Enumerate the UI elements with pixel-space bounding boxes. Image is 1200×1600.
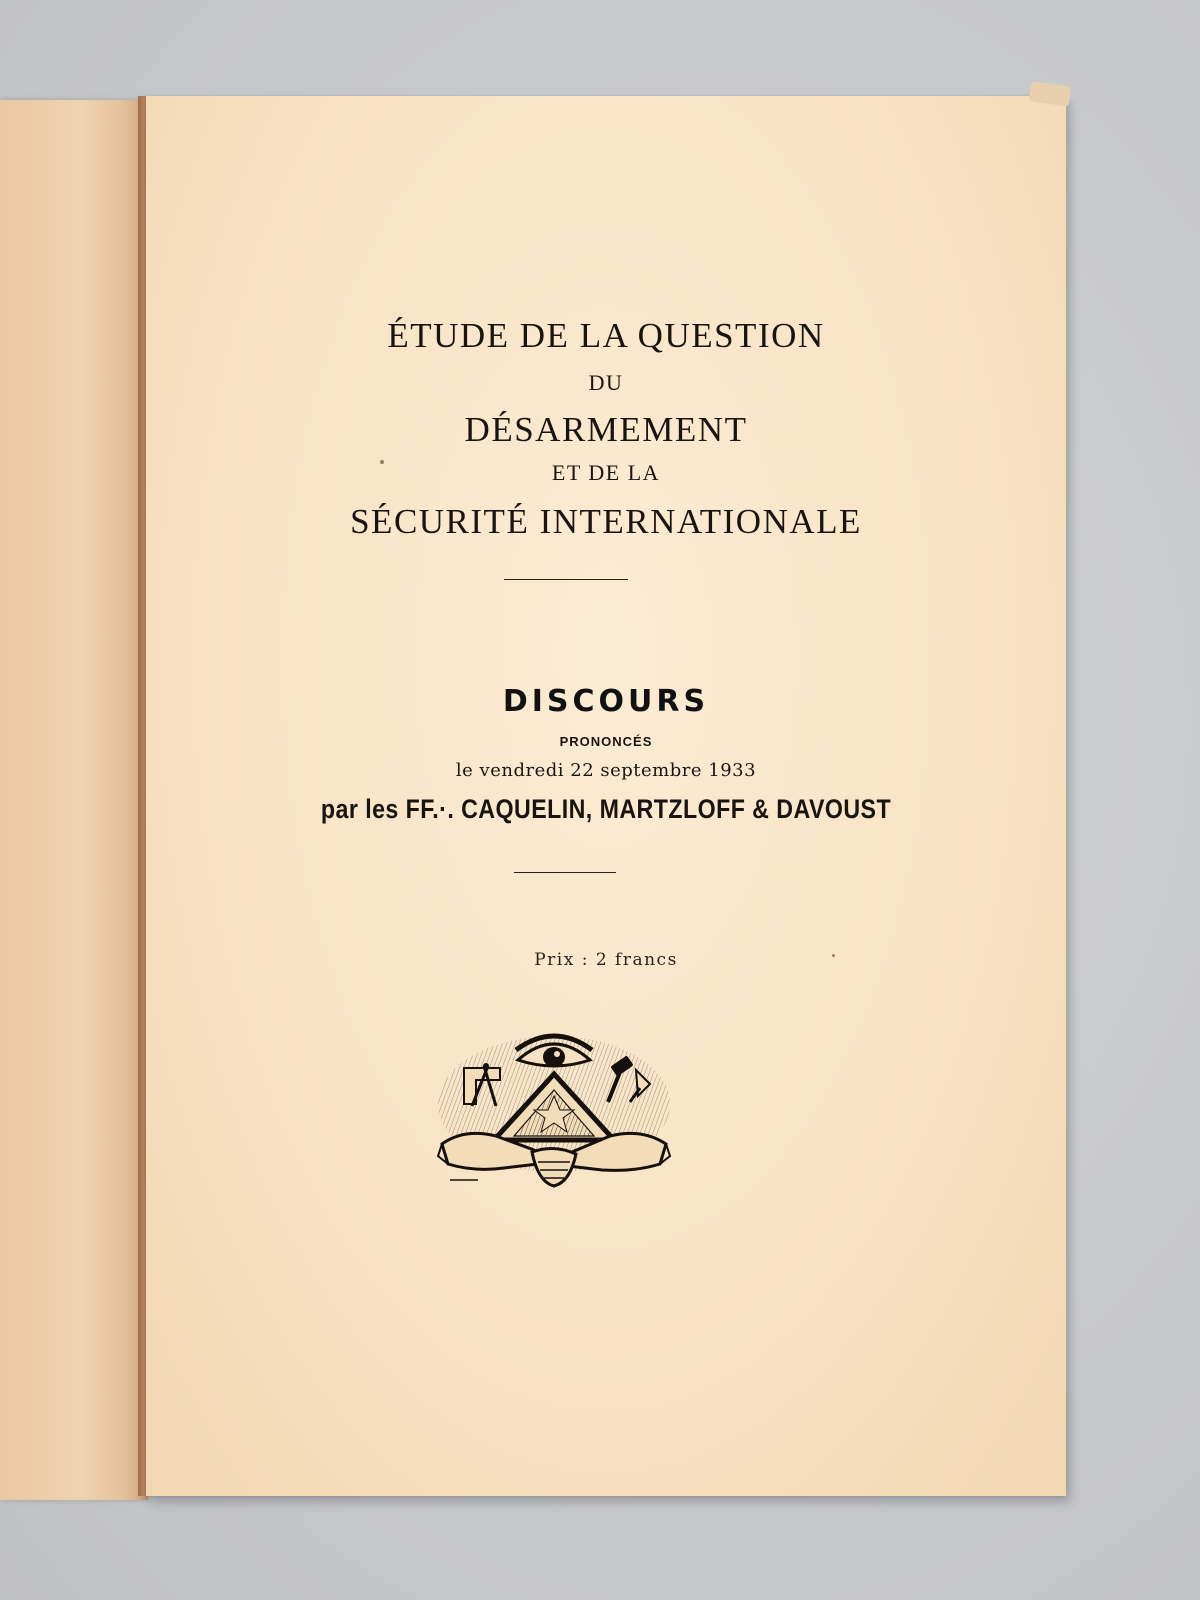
title-line-5: SÉCURITÉ INTERNATIONALE: [350, 502, 862, 541]
paper-speck: [380, 460, 384, 464]
title-page-content: [146, 96, 1066, 1496]
title-line-4: ET DE LA: [551, 460, 661, 485]
title-line-1: ÉTUDE DE LA QUESTION: [387, 316, 825, 355]
price-line: Prix : 2 francs: [534, 950, 678, 970]
divider-rule-top: [504, 579, 628, 580]
divider-rule-bottom: [514, 872, 616, 873]
title-page: [146, 96, 1066, 1496]
left-page: [0, 100, 148, 1500]
authors-line: par les FF.·. CAQUELIN, MARTZLOFF & DAVOUST: [320, 794, 892, 824]
paper-speck: [832, 954, 835, 957]
heading-discours: DISCOURS: [502, 684, 710, 719]
title-line-3: DÉSARMEMENT: [464, 410, 748, 449]
date-line: le vendredi 22 septembre 1933: [455, 760, 757, 781]
title-line-2: DU: [588, 370, 624, 395]
subheading-prononces: PRONONCÉS: [559, 734, 653, 749]
masonic-emblem-icon: [434, 1032, 674, 1196]
